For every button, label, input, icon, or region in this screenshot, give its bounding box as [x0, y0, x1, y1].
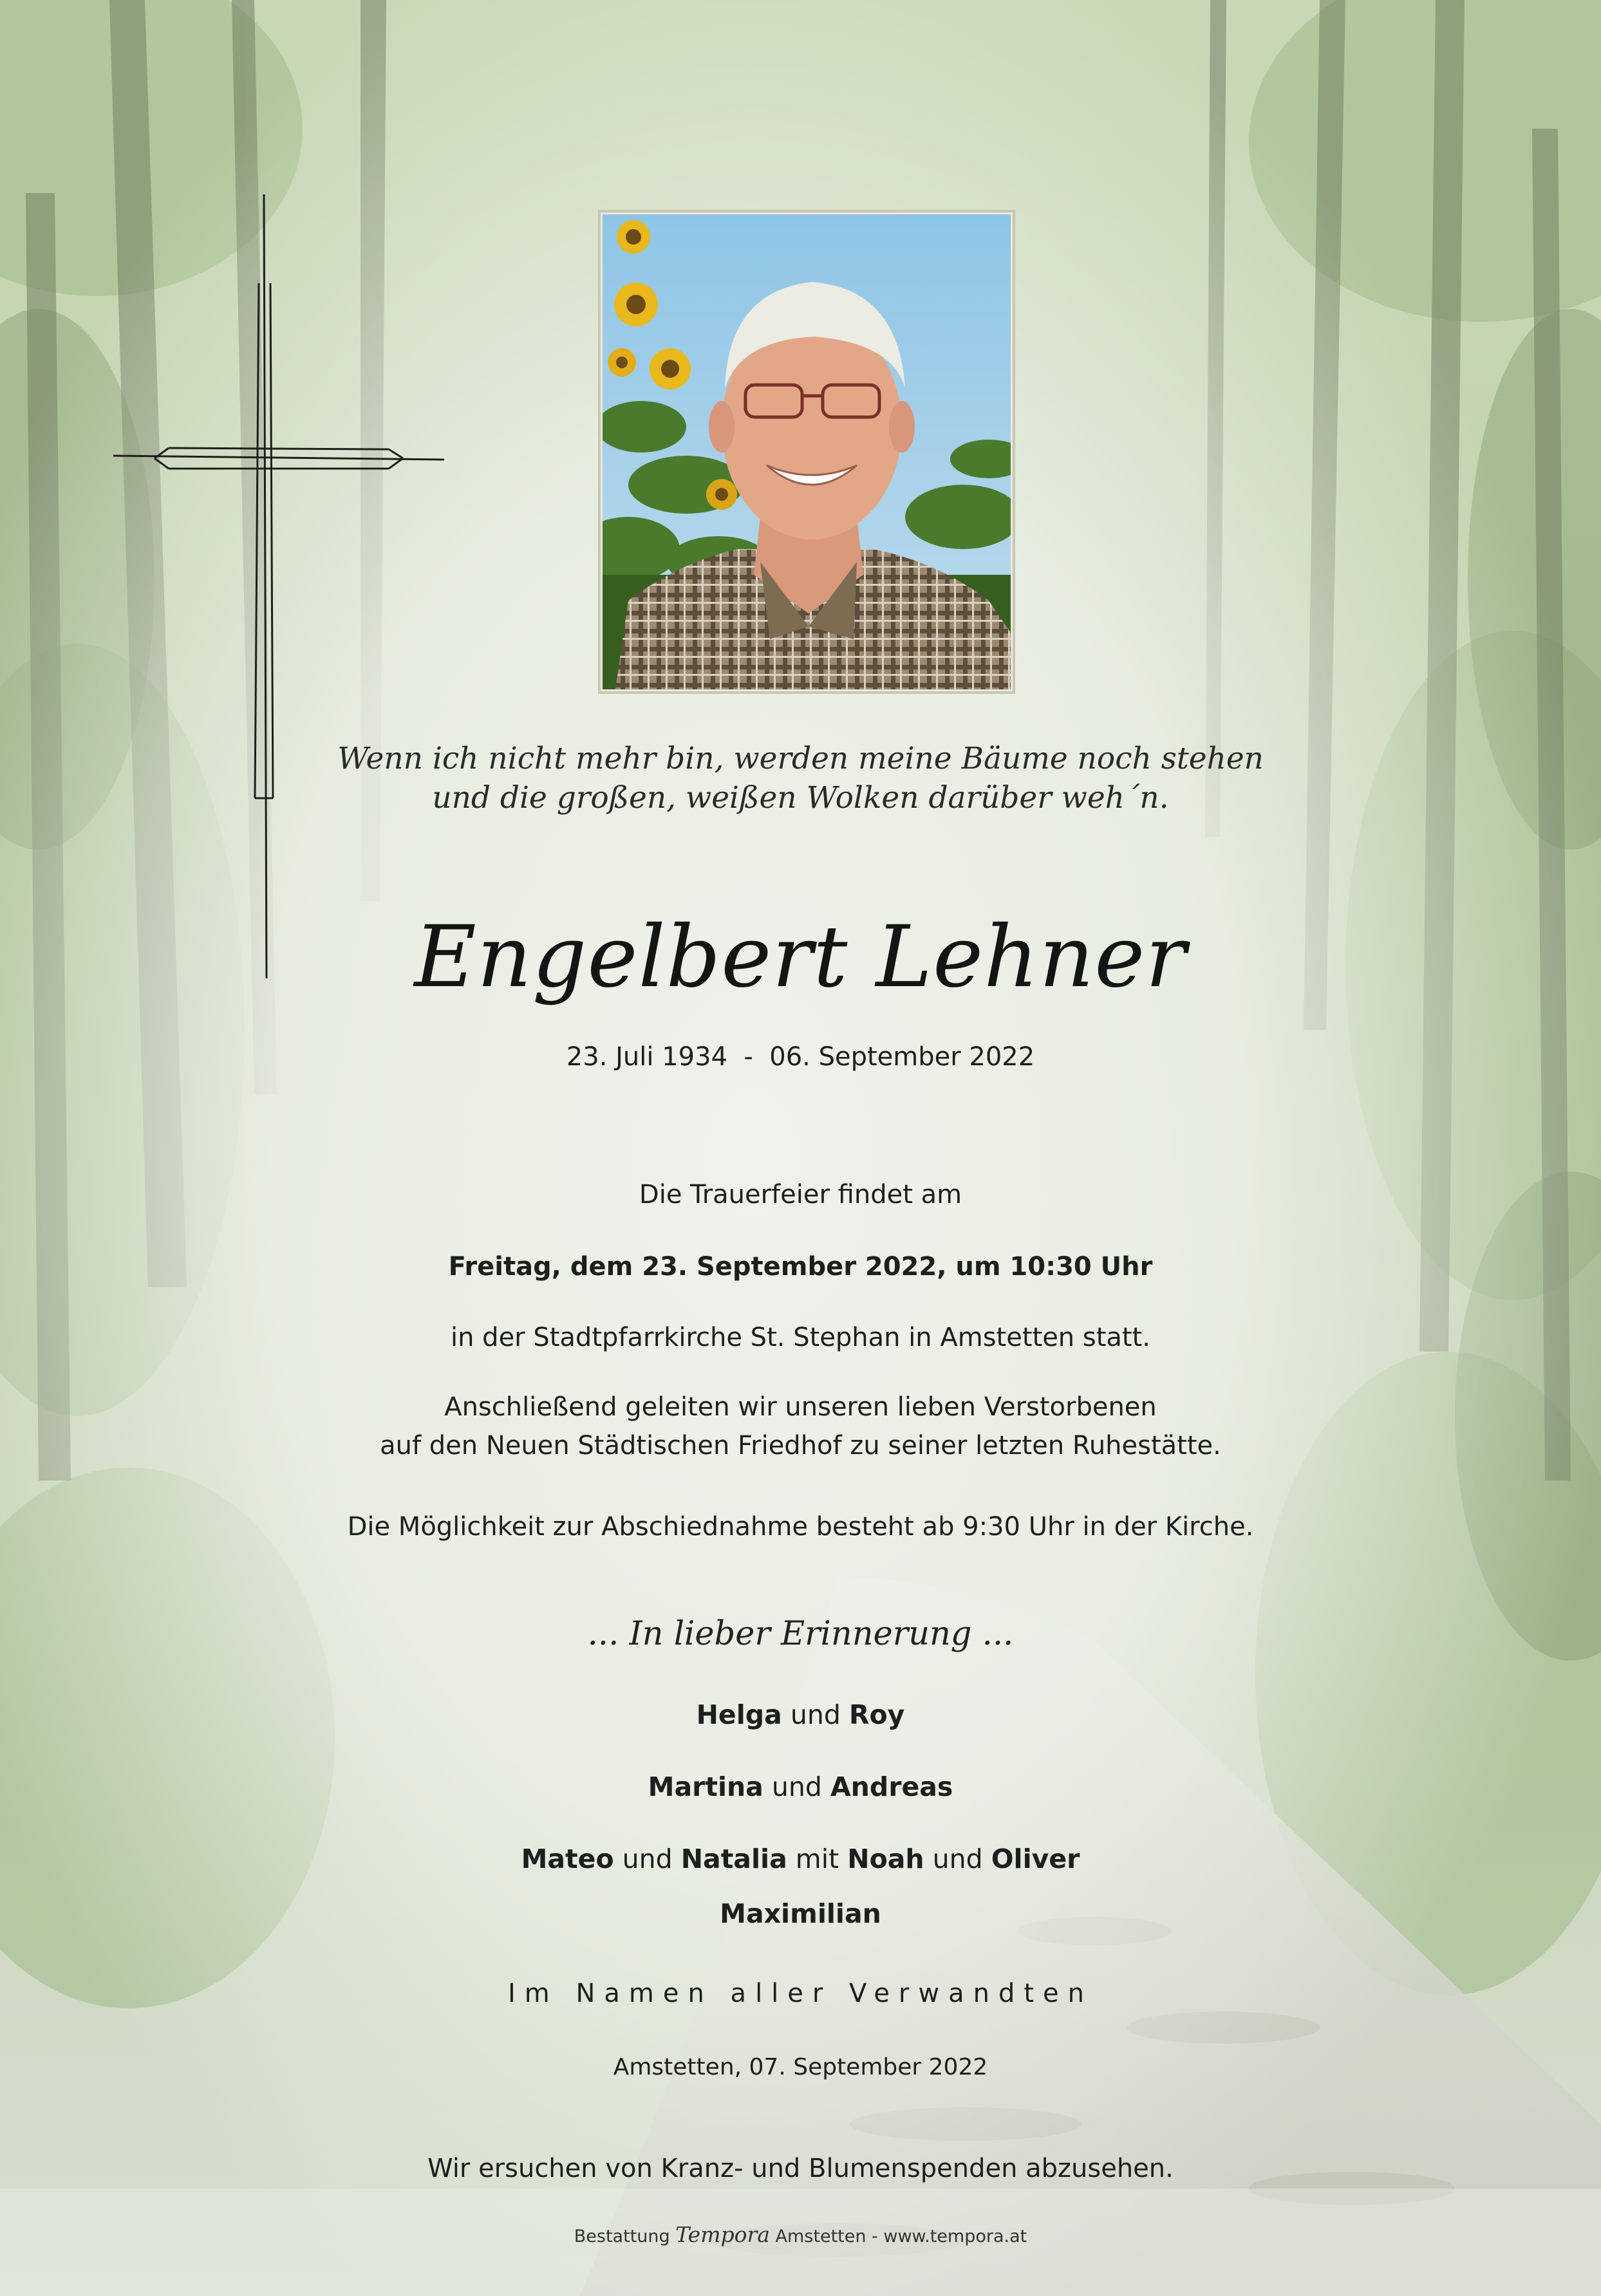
- portrait-photo: [598, 210, 1015, 694]
- relatives-line: Im Namen aller Verwandten: [508, 1979, 1093, 2008]
- family-joiner: und: [932, 1843, 983, 1874]
- family-name: Mateo: [521, 1843, 614, 1874]
- ceremony-datetime: Freitag, dem 23. September 2022, um 10:30 Uhr: [448, 1252, 1153, 1282]
- family-name: Helga: [696, 1699, 782, 1730]
- family-name: Martina: [648, 1771, 763, 1802]
- farewell-text: Die Möglichkeit zur Abschiednahme besteht ab 9:30 Uhr in der Kirche.: [347, 1512, 1254, 1542]
- memory-title: ... In lieber Erinnerung ...: [587, 1615, 1014, 1653]
- burial-line-2: auf den Neuen Städtischen Friedhof zu seiner letzten Ruhestätte.: [380, 1431, 1221, 1461]
- family-single: Maximilian: [720, 1898, 881, 1929]
- life-dates: 23. Juli 1934 - 06. September 2022: [566, 1042, 1035, 1072]
- deceased-name: Engelbert Lehner: [414, 908, 1187, 1007]
- family-name: Natalia: [680, 1843, 787, 1874]
- family-joiner: und: [622, 1843, 673, 1874]
- burial-text: [0, 1390, 1601, 1462]
- footer-suffix: Amstetten - www.tempora.at: [775, 2226, 1027, 2246]
- footer-prefix: Bestattung: [574, 2226, 670, 2246]
- ceremony-location: in der Stadtpfarrkirche St. Stephan in Amstetten statt.: [451, 1323, 1150, 1352]
- funeral-home-footer: [0, 2222, 1601, 2250]
- ceremony-intro: Die Trauerfeier findet am: [639, 1180, 962, 1209]
- family-name: Oliver: [991, 1843, 1080, 1874]
- family-line-1: [0, 1697, 1601, 1732]
- family-joiner: mit: [795, 1843, 839, 1874]
- family-name: Andreas: [830, 1771, 953, 1802]
- burial-line-1: Anschließend geleiten wir unseren lieben Verstorbenen: [444, 1392, 1157, 1422]
- family-joiner: und: [771, 1771, 822, 1802]
- quote-line-1: Wenn ich nicht mehr bin, werden meine Bäume noch stehen: [337, 741, 1264, 776]
- place-date: Amstetten, 07. September 2022: [613, 2054, 988, 2080]
- family-line-2: [0, 1769, 1601, 1804]
- family-name: Roy: [848, 1699, 905, 1730]
- family-name: Noah: [847, 1843, 924, 1874]
- donation-request: Wir ersuchen von Kranz- und Blumenspenden abzusehen.: [427, 2154, 1174, 2183]
- quote-line-2: und die großen, weißen Wolken darüber weh´n.: [432, 780, 1169, 816]
- family-line-3: [0, 1842, 1601, 1876]
- quote: [0, 739, 1601, 817]
- family-joiner: und: [790, 1699, 841, 1730]
- footer-brand: Tempora: [675, 2222, 770, 2247]
